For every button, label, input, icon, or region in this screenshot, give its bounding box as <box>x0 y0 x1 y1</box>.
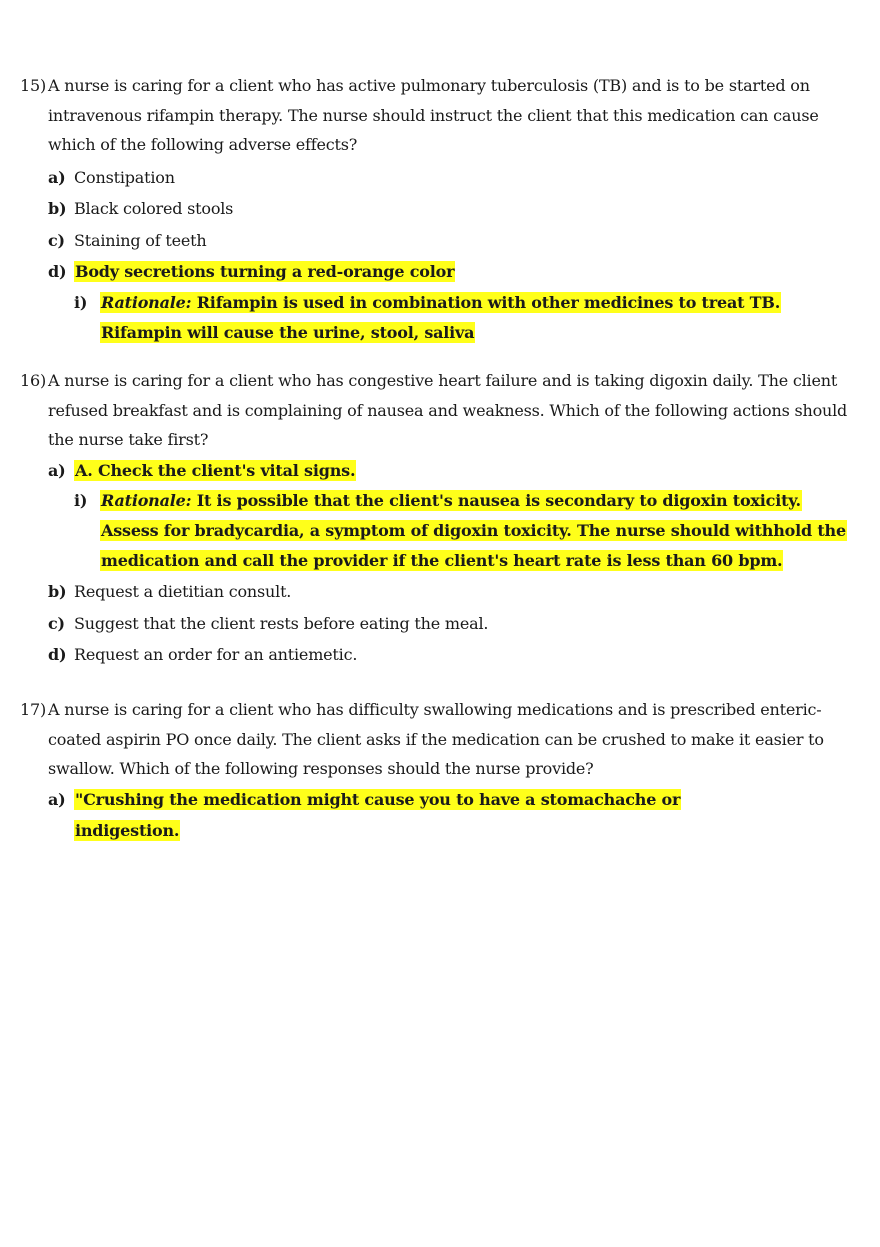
option-a-correct <box>48 455 860 487</box>
option-d <box>48 639 860 671</box>
rationale <box>74 486 860 576</box>
option-b <box>48 576 860 608</box>
question-number: 15) <box>20 76 47 95</box>
question-number: 16) <box>20 371 47 390</box>
rationale-text: It is possible that the client's nausea is secondary to digoxin toxicity. Assess for bradycardia, a symptom of digoxin toxicity. The nurse should withhold the medication and call the provider if the client's heart rate is less than 60 bpm. <box>101 491 846 570</box>
option-letter: a) <box>48 167 66 187</box>
option-letter: c) <box>48 230 65 250</box>
highlighted-answer: A. Check the client's vital signs. <box>75 460 356 480</box>
rationale-label: Rationale: <box>101 292 192 312</box>
highlighted-answer: Body secretions turning a red-orange color <box>75 262 455 281</box>
option-letter: c) <box>48 613 65 633</box>
question-text: A nurse is caring for a client who has congestive heart failure and is taking digoxin daily. The client refused breakfast and is complaining of nausea and weakness. Which of the following actions should the nurse take first? <box>48 371 848 449</box>
option-letter: a) <box>48 460 66 480</box>
option-c <box>48 608 860 640</box>
rationale-marker: i) <box>74 491 88 510</box>
option-text: Request an order for an antiemetic. <box>74 645 358 664</box>
rationale-marker: i) <box>74 292 88 312</box>
option-d-correct <box>48 256 860 288</box>
highlighted-answer: "Crushing the medication might cause you to have a stomachache or indigestion. <box>75 789 681 840</box>
option-text: Constipation <box>74 167 175 187</box>
option-letter: d) <box>48 262 67 281</box>
question-stem <box>20 695 860 784</box>
question-15 <box>20 71 860 348</box>
rationale-text: Rifampin is used in combination with other medicines to treat TB. Rifampin will cause the urine, stool, saliva <box>101 292 781 342</box>
option-text: Staining of teeth <box>74 230 207 250</box>
option-a-correct <box>48 784 708 847</box>
rationale-label: Rationale: <box>101 491 192 510</box>
question-stem <box>20 366 860 455</box>
question-text: A nurse is caring for a client who has active pulmonary tuberculosis (TB) and is to be started on intravenous rifampin therapy. The nurse should instruct the client that this medication can cause which of the following adverse effects? <box>48 76 819 154</box>
option-text: Suggest that the client rests before eating the meal. <box>74 613 489 633</box>
option-text: Request a dietitian consult. <box>74 582 292 601</box>
option-c <box>48 225 860 257</box>
question-number: 17) <box>20 700 47 719</box>
question-text: A nurse is caring for a client who has difficulty swallowing medications and is prescribed enteric-coated aspirin PO once daily. The client asks if the medication can be crushed to make it easier to swallow. Which of the following responses should the nurse provide? <box>48 700 824 778</box>
option-letter: d) <box>48 645 67 664</box>
question-16 <box>20 366 860 671</box>
option-letter: a) <box>48 789 66 809</box>
question-stem <box>20 71 860 160</box>
option-a <box>48 162 860 194</box>
question-17 <box>20 695 860 847</box>
option-letter: b) <box>48 199 67 218</box>
option-text: Black colored stools <box>74 199 234 218</box>
option-b <box>48 193 860 225</box>
option-letter: b) <box>48 582 67 601</box>
rationale <box>74 288 860 348</box>
